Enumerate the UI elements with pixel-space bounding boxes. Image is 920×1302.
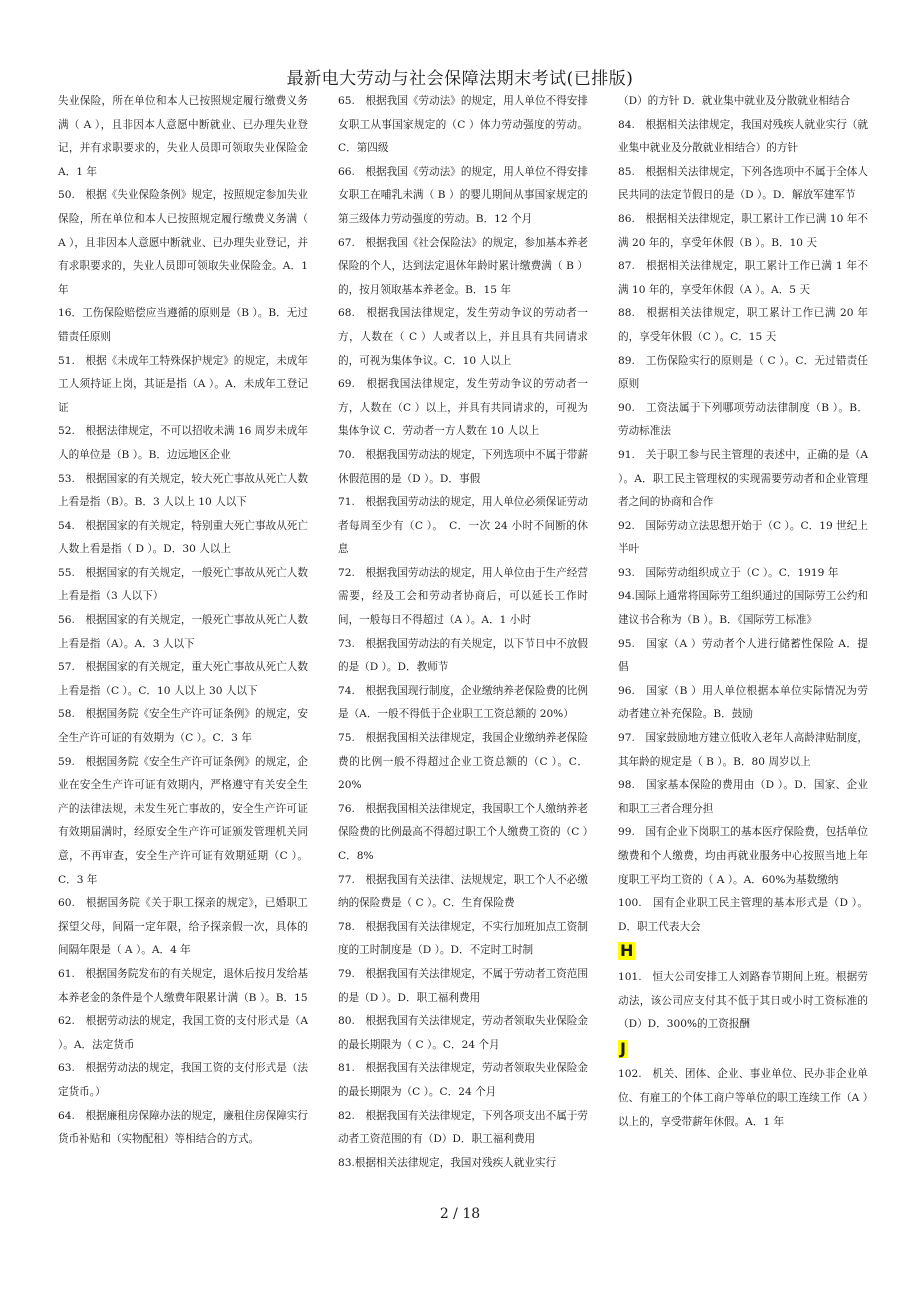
question-item: 61. 根据国务院发布的有关规定，退休后按月发给基本养老金的条件是个人缴费年限累计满（B ）。B．15 [58, 967, 308, 1004]
question-item: 95. 国家（A ）劳动者个人进行储蓄性保险 A．提倡 [618, 637, 868, 674]
question-item: 54. 根据国家的有关规定，特别重大死亡事故从死亡人数上看是指（ D ）。D．30 人以上 [58, 519, 308, 556]
question-item: 77. 根据我国有关法律、法规规定，职工个人不必缴纳的保险费是（ C ）。C．生育保险费 [338, 873, 588, 910]
question-item: 50. 根据《失业保险条例》规定，按照规定参加失业保险，所在单位和本人已按照规定履行缴费义务满（ A ），且非因本人意愿中断就业、已办理失业登记，并有求职要求的，失业人员即可领取失业保险金。A．1年 [58, 189, 308, 296]
question-item: 85. 根据相关法律规定，下列各选项中不属于全体人民共同的法定节假日的是（D ）。D．解放军建军节 [618, 165, 868, 202]
question-item: 84. 根据相关法律规定，我国对残疾人就业实行（就业集中就业及分散就业相结合）的方针 [618, 118, 868, 155]
question-item: 69. 根据我国法律规定，发生劳动争议的劳动者一方，人数在（C ）以上，并具有共同请求的，可视为集体争议 C．劳动者一方人数在 10 人以上 [338, 378, 588, 438]
column-right [618, 90, 868, 1134]
question-item: 71. 根据我国劳动法的规定，用人单位必须保证劳动者每周至少有（C ）。 C．一次 24 小时不间断的休息 [338, 496, 588, 556]
question-item: 58. 根据国务院《安全生产许可证条例》的规定，安全生产许可证的有效期为（C ）。C．3 年 [58, 708, 308, 745]
question-item: 90. 工资法属于下列哪项劳动法律制度（B ）。B．劳动标准法 [618, 401, 868, 438]
question-item: 63. 根据劳动法的规定，我国工资的支付形式是（法定货币。） [58, 1062, 308, 1098]
question-item: 74. 根据我国现行制度，企业缴纳养老保险费的比例是（A．一般不得低于企业职工工资总额的 20%） [338, 684, 588, 721]
section-letter-j: J [620, 1038, 626, 1058]
question-item: 94.国际上通常将国际劳工组织通过的国际劳工公约和建议书合称为（B ）。B．《国际劳工标准》 [618, 590, 868, 627]
question-item: 98. 国家基本保险的费用由（D ）。D．国家、企业和职工三者合理分担 [618, 779, 868, 815]
question-item: 66. 根据我国《劳动法》的规定，用人单位不得安排女职工在哺乳未满（ B ）的婴儿期间从事国家规定的第三级体力劳动强度的劳动。B．12 个月 [338, 165, 588, 225]
question-item: 67. 根据我国《社会保险法》的规定，参加基本养老保险的个人，达到法定退休年龄时累计缴费满（ B ）的，按月领取基本养老金。B．15 年 [338, 236, 588, 296]
question-item: 62. 根据劳动法的规定，我国工资的支付形式是（A ）。A．法定货币 [58, 1015, 308, 1051]
question-item: 72. 根据我国劳动法的规定，用人单位由于生产经营需要，经及工会和劳动者协商后，可以延长工作时间，一般每日不得超过（A ）。A．1 小时 [338, 566, 588, 627]
question-item: 102. 机关、团体、企业、事业单位、民办非企业单位、有雇工的个体工商户等单位的职工连续工作（A ）以上的，享受带薪年休假。A．1 年 [618, 1068, 868, 1128]
question-item: 81. 根据我国有关法律规定，劳动者领取失业保险金的最长期限为（C ）。C．24 个月 [338, 1062, 588, 1098]
question-item: 87. 根据相关法律规定，职工累计工作已满 1 年不满 10 年的，享受年休假（A ）。A．5 天 [618, 260, 868, 296]
section-letter-h: H [620, 941, 634, 961]
question-item: 52. 根据法律规定，不可以招收未满 16 周岁未成年人的单位是（B ）。B．边远地区企业 [58, 425, 308, 461]
question-item: 76. 根据我国相关法律规定，我国职工个人缴纳养老保险费的比例最高不得超过职工个人缴费工资的（C ）C．8% [338, 802, 588, 862]
question-item: 64. 根据廉租房保障办法的规定，廉租住房保障实行货币补贴和（实物配租）等相结合的方式。 [58, 1109, 308, 1146]
question-item: 16．工伤保险赔偿应当遵循的原则是（B ）。B．无过错责任原则 [58, 307, 308, 343]
page-number: 2 / 18 [439, 1206, 481, 1222]
column-left [58, 90, 308, 1152]
question-item: 86. 根据相关法律规定，职工累计工作已满 10 年不满 20 年的，享受年休假（B ）。B．10 天 [618, 212, 868, 249]
question-item: 89. 工伤保险实行的原则是（ C ）。C．无过错责任原则 [618, 354, 868, 391]
page-title: 最新电大劳动与社会保障法期末考试(已排版) [286, 69, 634, 89]
question-item: 88. 根据相关法律规定，职工累计工作已满 20 年的，享受年休假（C ）。C．15 天 [618, 307, 868, 343]
question-item: 97. 国家鼓励地方建立低收入老年人高龄津贴制度，其年龄的规定是（ B ）。B．80 周岁以上 [618, 732, 868, 768]
question-item: 60. 根据国务院《关于职工探亲的规定》，已婚职工探望父母，间隔一定年限，给予探亲假一次，具体的间隔年限是（ A ）。A．4 年 [58, 897, 308, 957]
question-item: 68. 根据我国法律规定，发生劳动争议的劳动者一方，人数在（ C ）人或者以上，并且具有共同请求的，可视为集体争议。C．10 人以上 [338, 307, 588, 367]
column-middle [338, 90, 588, 1175]
question-item: 83.根据相关法律规定，我国对残疾人就业实行 [338, 1156, 557, 1169]
question-item: 53. 根据国家的有关规定，较大死亡事故从死亡人数上看是指（B）。B．3 人以上 10 人以下 [58, 472, 308, 509]
question-item: 99. 国有企业下岗职工的基本医疗保险费，包括单位缴费和个人缴费，均由再就业服务中心按照当地上年度职工平均工资的（ A ）。A．60%为基数缴纳 [618, 826, 868, 886]
question-item: 56. 根据国家的有关规定，一般死亡事故从死亡人数上看是指（A）。A．3 人以下 [58, 614, 308, 650]
question-item: 91. 关于职工参与民主管理的表述中，正确的是（A ）。A．职工民主管理权的实现需要劳动者和企业管理者之间的协商和合作 [618, 448, 868, 509]
question-item: 82. 根据我国有关法律规定，下列各项支出不属于劳动者工资范围的有（D）D．职工福利费用 [338, 1109, 588, 1146]
question-item: 93. 国际劳动组织成立于（C ）。C．1919 年 [618, 566, 839, 579]
question-item: 92. 国际劳动立法思想开始于（C ）。C．19 世纪上半叶 [618, 519, 868, 556]
question-item: 79. 根据我国有关法律规定，不属于劳动者工资范围的是（D ）。D．职工福利费用 [338, 967, 588, 1004]
question-item: 96. 国家（B ）用人单位根据本单位实际情况为劳动者建立补充保险。B．鼓励 [618, 684, 868, 721]
question-item: 65. 根据我国《劳动法》的规定，用人单位不得安排女职工从事国家规定的（C ）体力劳动强度的劳动。C．第四级 [338, 95, 588, 155]
question-item: 51. 根据《未成年工特殊保护规定》的规定，未成年工人须持证上岗，其证是指（A ）。A．未成年工登记证 [58, 354, 308, 414]
question-item: 80. 根据我国有关法律规定，劳动者领取失业保险金的最长期限为（ C ）。C．24 个月 [338, 1015, 588, 1051]
question-item: 100. 国有企业职工民主管理的基本形式是（D ）。D．职工代表大会 [618, 897, 868, 933]
question-item: 101. 恒大公司安排工人刘路春节期间上班。根据劳动法，该公司应支付其不低于其日或小时工资标准的（D）D．300%的工资报酬 [618, 970, 868, 1031]
question-item: 59. 根据国务院《安全生产许可证条例》的规定，企业在安全生产许可证有效期内，严格遵守有关安全生产的法律法规，未发生死亡事故的，安全生产许可证有效期届满时，经原安全生产许可证颁发管理机关同意，不再审查，安全生产许可证有效期延期（C ）。C．3 年 [58, 755, 308, 886]
question-item: 57. 根据国家的有关规定，重大死亡事故从死亡人数上看是指（C ）。C．10 人以上 30 人以下 [58, 661, 308, 697]
question-item: 78. 根据我国有关法律规定，不实行加班加点工资制度的工时制度是（D ）。D．不定时工时制 [338, 920, 588, 957]
question-item: 70. 根据我国劳动法的规定，下列选项中不属于带薪休假范围的是（D ）。D．事假 [338, 448, 588, 485]
question-item: （D）的方针 D．就业集中就业及分散就业相结合 [618, 95, 851, 107]
question-item: 75. 根据我国相关法律规定，我国企业缴纳养老保险费的比例一般不得超过企业工资总额的（C ）。C．20% [338, 732, 588, 792]
question-item: 55. 根据国家的有关规定，一般死亡事故从死亡人数上看是指（3 人以下） [58, 566, 308, 603]
question-item: 失业保险，所在单位和本人已按照规定履行缴费义务满（ A ），且非因本人意愿中断就业、已办理失业登记，并有求职要求的，失业人员即可领取失业保险金 A．1 年 [58, 95, 308, 178]
question-item: 73. 根据我国劳动法的有关规定，以下节日中不放假的是（D ）。D．教师节 [338, 637, 588, 674]
